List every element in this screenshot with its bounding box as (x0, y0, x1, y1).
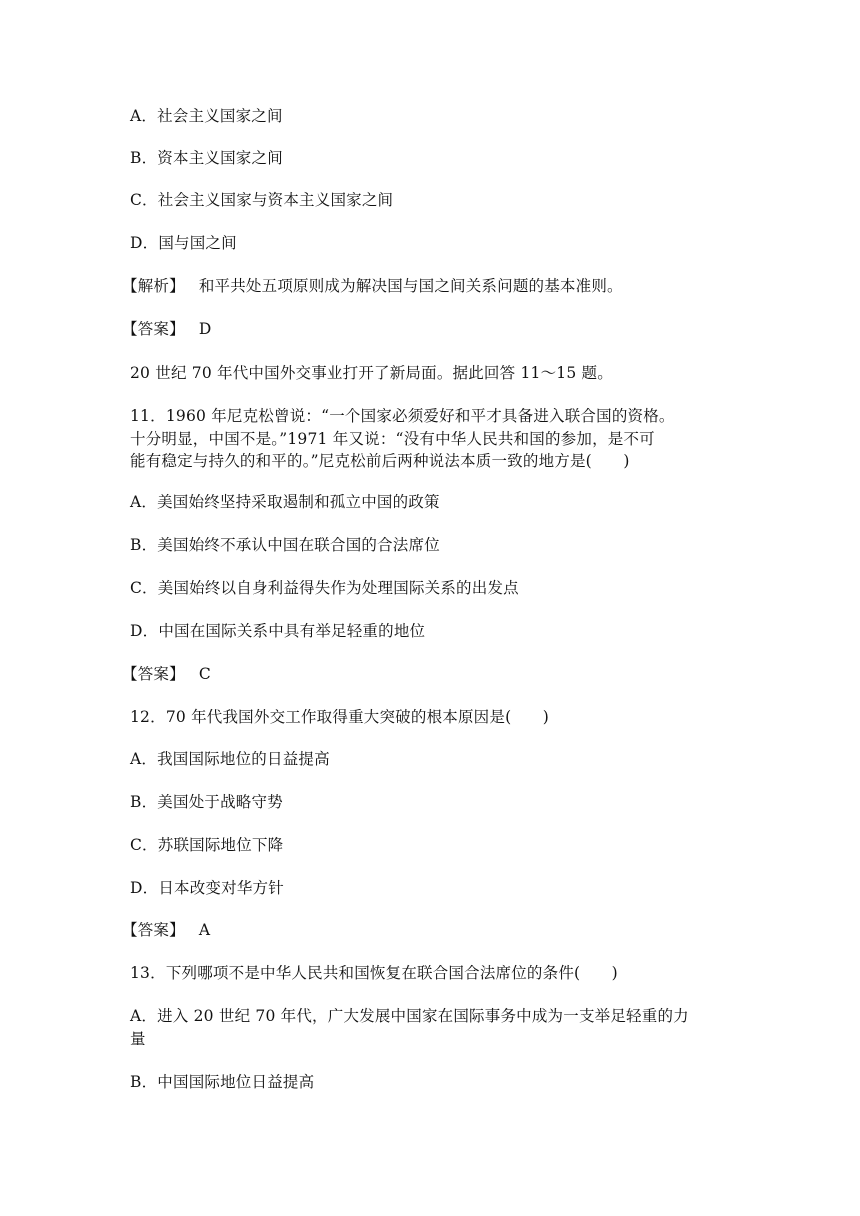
answer-line (122, 919, 750, 941)
answer-label: 【答案】 (122, 320, 185, 338)
option-text: A．社会主义国家之间 (130, 107, 283, 125)
option-text: A．美国始终坚持采取遏制和孤立中国的政策 (130, 493, 440, 511)
option-text: B．资本主义国家之间 (130, 149, 283, 167)
answer-value: C (198, 665, 211, 683)
answer-line (122, 663, 750, 685)
question-stem: 能有稳定与持久的和平的。”尼克松前后两种说法本质一致的地方是( ) (130, 452, 630, 470)
question-stem: 12．70 年代我国外交工作取得重大突破的根本原因是( ) (130, 708, 549, 726)
answer-value: A (198, 921, 211, 939)
option-text: D．中国在国际关系中具有举足轻重的地位 (130, 622, 426, 640)
option-text: B．中国国际地位日益提高 (130, 1073, 315, 1091)
option-text: C．美国始终以自身利益得失作为处理国际关系的出发点 (130, 579, 519, 597)
option-text: A．我国国际地位的日益提高 (130, 750, 330, 768)
option-text: D．国与国之间 (130, 234, 237, 252)
question-stem: 13．下列哪项不是中华人民共和国恢复在联合国合法席位的条件( ) (130, 964, 618, 982)
answer-value: D (198, 320, 212, 338)
option-text: C．社会主义国家与资本主义国家之间 (130, 191, 394, 209)
question-stem: 11．1960 年尼克松曾说：“一个国家必须爱好和平才具备进入联合国的资格。 (130, 407, 675, 425)
analysis-text: 和平共处五项原则成为解决国与国之间关系问题的基本准则。 (198, 277, 623, 295)
option-text: C．苏联国际地位下降 (130, 836, 284, 854)
answer-line (122, 318, 750, 340)
answer-label: 【答案】 (122, 921, 185, 939)
option-text: B．美国始终不承认中国在联合国的合法席位 (130, 536, 440, 554)
option-text: A．进入 20 世纪 70 年代，广大发展中国家在国际事务中成为一支举足轻重的力 (130, 1007, 689, 1025)
question-stem: 十分明显，中国不是。”1971 年又说：“没有中华人民共和国的参加，是不可 (130, 430, 655, 448)
answer-label: 【答案】 (122, 665, 185, 683)
option-text: B．美国处于战略守势 (130, 793, 283, 811)
option-text-continuation: 量 (130, 1030, 146, 1048)
option-text: D．日本改变对华方针 (130, 879, 284, 897)
analysis-label: 【解析】 (122, 277, 185, 295)
section-intro: 20 世纪 70 年代中国外交事业打开了新局面。据此回答 11～15 题。 (130, 364, 613, 382)
analysis-line (122, 275, 750, 297)
